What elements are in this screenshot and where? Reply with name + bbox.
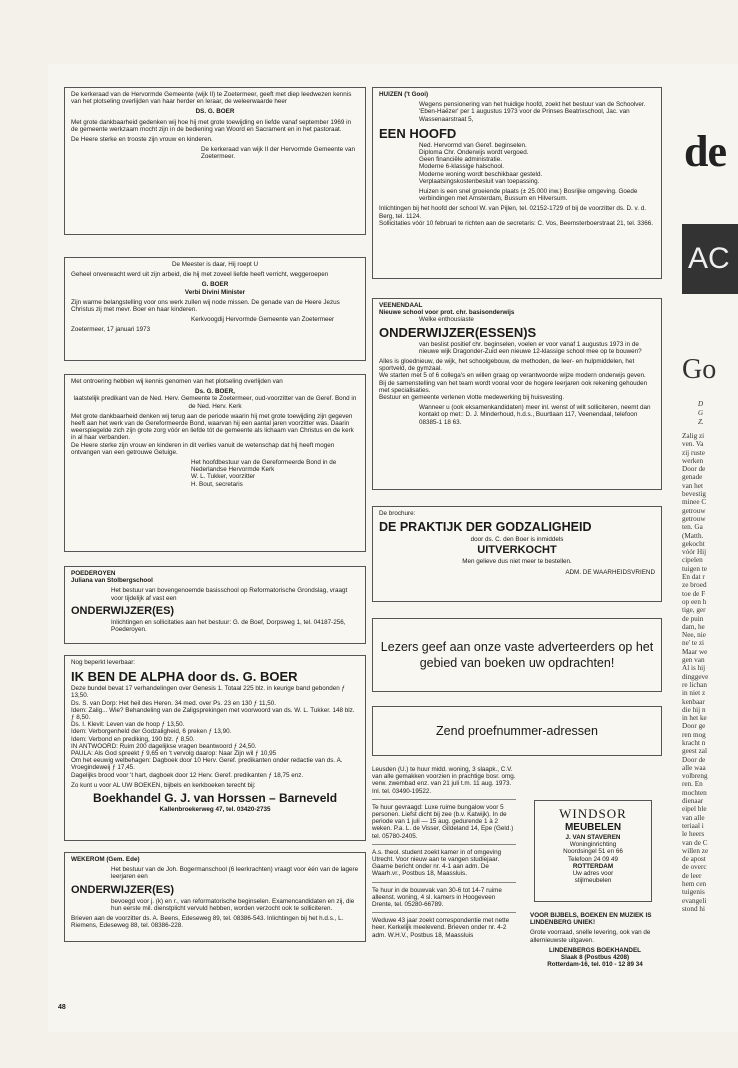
obituary-date: Zoetermeer, 17 januari 1973 — [71, 326, 151, 334]
obituary-signature: Kerkvoogdij Hervormde Gemeente van Zoetermeer — [191, 316, 335, 324]
ad-subtitle: Nieuwe school voor prot. chr. basisonderwijs — [379, 309, 515, 317]
classifieds — [372, 766, 516, 939]
requirement: Ned. Hervormd van Geref. beginselen. — [419, 141, 527, 149]
ad-text: Wegens pensionering van het huidige hoofd, zoekt het bestuur van de Schoolver. 'Eben-Haëzer' per 1 augustus 1973 voor de Prinses Beatrixschool, Jac. van Wassenaarstraat 5, — [419, 101, 646, 123]
ad-text: Inlichtingen en sollicitaties aan het bestuur: G. de Boef, Dorpsweg 1, tel. 04187-256, Poederoyen. — [111, 618, 346, 634]
facing-body-line: ten. Ga — [682, 523, 703, 532]
page-number: 48 — [58, 1004, 66, 1011]
facing-body-line: dienaar — [682, 797, 704, 806]
facing-body-line: de puin — [682, 614, 704, 623]
classified-item: Leusden (U.) te huur midd. woning, 3 slaapk., C.V. van alle gemakken voorzien in prachtige bosr. omg. verw. zwembad enz. van 21 juli t.m. 11 aug. 1973. Inl. tel. 03490-19522. — [372, 766, 516, 795]
divider — [372, 844, 516, 845]
facing-body-line: bevestig — [682, 490, 706, 499]
facing-body-line: stond hi — [682, 904, 705, 913]
book-line: Dagelijks brood voor 't hart, dagboek door 12 Herv. Geref. predikanten ƒ 18,75 enz. — [71, 771, 304, 779]
requirement: Verplaatsingskostenbesluit van toepassing. — [419, 177, 540, 185]
ad-text: Huizen is een snel groeiende plaats (± 25.000 inw.) Bosrijke omgeving. Goede verbindingen met Amsterdam, Bussum en Hilversum. — [419, 188, 638, 203]
ad-title: MEUBELEN — [564, 822, 622, 833]
facing-body-line: zij ruste — [682, 448, 705, 457]
facing-body-line: van alle — [682, 813, 705, 822]
ad-text: Men gelieve dus niet meer te bestellen. — [462, 558, 572, 566]
facing-body-line: hem cen — [682, 880, 707, 889]
sample-text: Zend proefnummer-adressen — [436, 724, 598, 738]
ad-school: Juliana van Stolbergschool — [71, 577, 153, 585]
shop-address: Slaak 8 (Postbus 4208) — [560, 954, 630, 962]
windsor-meubelen-ad — [534, 800, 652, 902]
facing-subtitle — [698, 400, 704, 427]
ad-place: HUIZEN ('t Gooi) — [379, 91, 429, 98]
obituary-meester — [64, 257, 366, 361]
ad-pretext: De brochure: — [379, 510, 416, 517]
facing-body-line: van de C — [682, 838, 708, 847]
facing-body-line: geest zal — [682, 747, 707, 756]
facing-body-line: toe de F — [682, 589, 706, 598]
facing-body-line: op een h — [682, 597, 707, 606]
facing-body-line: mochten — [682, 788, 707, 797]
ad-line: Telefoon 24 09 49 — [567, 855, 619, 863]
ad-place: VEENENDAAL — [379, 302, 423, 309]
ad-text: Het bestuur van de Joh. Bogermanschool (6 leerkrachten) vraagt voor één van de lagere leerjaren een — [111, 866, 359, 881]
obituary-signature: Het hoofdbestuur van de Gereformeerde Bond in de Nederlandse Hervormde Kerk — [191, 459, 337, 474]
requirement: Diploma Chr. Onderwijs wordt vergoed. — [419, 149, 529, 157]
ad-subtitle: Welke enthousiaste — [419, 316, 474, 324]
ad-title: VOOR BIJBELS, BOEKEN EN MUZIEK IS LINDENBERG UNIEK! — [530, 912, 652, 927]
ad-pretext: Nog beperkt leverbaar: — [71, 659, 136, 666]
facing-body-line: tige, ger — [682, 606, 706, 615]
obituary-text: Zijn warme belangstelling voor ons werk zullen wij node missen. De genade van de Heere Jezus Christus zij met mevr. Boer en haar kinderen. — [71, 298, 340, 314]
facing-body-line: alle waa — [682, 763, 706, 772]
obituary-name: G. BOER — [201, 281, 229, 289]
facing-body-line: willen ze — [682, 846, 709, 855]
facing-small-line: G — [698, 409, 704, 417]
book-line: Om het eeuwig welbehagen: Dagboek door 10 Herv. Geref. predikanten onder redactie van ds. A. Vroegindeweij ƒ 17,45. — [71, 757, 343, 772]
obituary-text: Met grote dankbaarheid denken wij terug aan de periode waarin hij met grote toewijding zijn gegeven heeft aan het werk van de Gereformeerde Bond, waarvan hij een aantal jaren voorzitter was. Daarin weerspiegelde zich zijn grote zorg vóór en liefde tót de gemeente als lichaam van Christus en de kerk in al haar verbanden. — [71, 412, 354, 442]
ad-text: Brieven aan de voorzitter ds. A. Beens, Edeseweg 89, tel. 08386-543. Inlichtingen bij het h.d.s., L. Riemens, Edeseweg 88, tel. 08386-228. — [71, 915, 344, 930]
obituary-signature: H. Bout, secretaris — [191, 480, 243, 488]
vacancy-poederoyen — [64, 566, 366, 644]
obituary-text: laatstelijk predikant van de Ned. Herv. Gemeente te Zoetermeer, oud-voorzitter van de Geref. Bond in de Ned. Herv. Kerk — [73, 395, 357, 410]
facing-body-line: vóór Hij — [682, 548, 707, 557]
ad-text: Grote voorraad, snelle levering, ook van de allernieuwste uitgaven. — [530, 929, 651, 944]
ad-line: Noordsingel 51 en 66 — [563, 848, 623, 856]
facing-body-line: teriaal i — [682, 821, 704, 830]
facing-body-line: ze broed — [682, 581, 707, 590]
facing-body-line: En dat r — [682, 573, 705, 582]
requirement: Moderne woning wordt beschikbaar gesteld. — [419, 170, 543, 178]
facing-body-line: le heers — [682, 830, 705, 839]
facing-page — [676, 64, 738, 1032]
facing-body-line: ven. Va — [682, 440, 704, 449]
ad-title: EEN HOOFD — [379, 125, 457, 141]
facing-body-line: volbreng — [682, 772, 708, 781]
shop-name: Boekhandel G. J. van Horssen – Barneveld — [92, 791, 338, 806]
facing-body-line: getrouw — [682, 514, 706, 523]
obituary-geref-bond — [64, 374, 366, 552]
facing-body-line: dam, he — [682, 622, 705, 631]
facing-body-line: kracht n — [682, 738, 706, 747]
facing-body-line: gen van — [682, 656, 705, 665]
classified-item: Te huur in de bouwvak van 30-6 tot 14-7 ruime alleenst. woning, 4 sl. kamers in Hoogeveen Drente, tel. 05280-66789. — [372, 886, 502, 909]
facing-body-line: cipelen — [682, 556, 703, 565]
facing-body-line: getrouw — [682, 506, 706, 515]
obituary-text: De kerkeraad van de Hervormde Gemeente (wijk II) te Zoetermeer, geeft met diep leedwezen kennis van het plotseling overlijden van haar herder en leraar, de weleerwaarde heer — [71, 91, 352, 106]
obituary-text: De Heere sterke zijn vrouw en kinderen in dit verlies vanuit de wetenschap dat hij heeft mogen ontvangen van een getrouwe Getuige. — [71, 441, 335, 456]
book-line: IN ANTWOORD: Ruim 200 dagelijkse vragen beantwoord ƒ 24,50. — [71, 742, 257, 750]
book-line: Deze bundel bevat 17 verhandelingen over Genesis 1. Totaal 225 blz. in keurige band gebonden ƒ 13,50. — [71, 685, 345, 700]
facing-body-line: evangeli — [682, 896, 707, 905]
ad-name: J. VAN STAVEREN — [565, 834, 621, 841]
ad-line: Woninginrichting — [569, 841, 617, 849]
obituary-text: Met grote dankbaarheid gedenken wij hoe hij met grote toewijding en liefde vanaf september 1969 in de gemeente werkzaam mocht zijn in de bediening van Woord en Sacrament en in het pastoraat. — [71, 118, 352, 133]
sample-addresses — [372, 706, 662, 756]
ad-title: ONDERWIJZER(ES) — [71, 604, 175, 617]
brochure-notice — [372, 506, 662, 602]
ad-text: door ds. C. den Boer is inmiddels — [470, 536, 564, 544]
facing-body-line: van het — [682, 481, 703, 490]
advertisers-appeal — [372, 618, 662, 692]
facing-small-line: D — [698, 400, 704, 408]
facing-body-line: werken — [682, 456, 704, 465]
ad-place: WEKEROM (Gem. Ede) — [71, 856, 140, 863]
divider — [372, 912, 516, 913]
obituary-name: Ds. G. BOER, — [195, 388, 235, 396]
book-line: Ds. S. van Dorp: Het heil des Heren. 34 med. over Ps. 23 en 130 ƒ 11,50. — [71, 699, 276, 707]
facing-body-line: de leer — [682, 871, 702, 880]
ad-text: Bestuur en gemeente verlenen vlotte medewerking bij huisvesting. — [379, 394, 565, 402]
vacancy-huizen — [372, 87, 662, 279]
appeal-text: Lezers geef aan onze vaste adverteerders op het gebied van boeken uw opdrachten! — [380, 640, 654, 670]
facing-heading: de — [684, 127, 726, 176]
shop-address: Kallenbroekerweg 47, tel. 03420-2735 — [159, 806, 271, 814]
facing-body-line: in niet z — [682, 689, 706, 698]
ad-text: Bij de samenstelling van het team wordt vooral voor de hogere leerjaren ook rekening gehouden met specialisaties. — [379, 379, 648, 394]
ad-text: bevoegd voor j. (k) en r., van reformatorische beginselen. Examencandidaten en zij, die hun eerste mil. dienstplicht vervuld hebben, worden verzocht ook te solliciteren. — [111, 897, 355, 912]
facing-title: Go — [682, 354, 717, 385]
facing-body-line: minee C — [682, 498, 707, 507]
divider — [372, 882, 516, 883]
ad-text: Sollicitaties vóór 10 februari te richten aan de secretaris: C. Vos, Beemsterboerstraat 21, tel. 3366. — [379, 219, 654, 227]
ad-text: Alles is gloednieuw, de wijk, het schoolgebouw, de methoden, de leer- en hulpmiddelen, het sportveld, de gymzaal. — [379, 358, 635, 373]
ad-text: Inlichtingen bij het hoofd der school W. van Pijlen, tel. 02152-1729 of bij de voorzitter ds. D. v. d. Berg, tel. 1124. — [379, 205, 646, 220]
book-line: Idem: Verbond en prediking, 190 blz. ƒ 8,50. — [71, 735, 195, 743]
obituary-kerkeraad — [64, 87, 366, 235]
facing-body-line: Maar we — [682, 647, 708, 656]
facing-body-line: dinggeve — [682, 672, 709, 681]
facing-body-line: Nee, nie — [682, 631, 706, 640]
windsor-logo: WINDSOR — [559, 806, 627, 821]
book-line: Idem: Zalig... Wie? Behandeling van de Zaligsprekingen met voorwoord van ds. W. L. Tukker. 148 blz. ƒ 8,50. — [71, 706, 355, 722]
facing-small-line: Z. — [698, 418, 704, 426]
ad-text: Het bestuur van bovengenoemde basisschool op Reformatorische Grondslag, vraagt voor tijdelijk af vast een — [111, 587, 348, 602]
facing-body-line: die hij n — [682, 705, 706, 714]
obituary-text: De Heere sterke en trooste zijn vrouw en kinderen. — [71, 136, 213, 144]
divider — [372, 799, 516, 800]
ad-title: DE PRAKTIJK DER GODZALIGHEID — [379, 520, 592, 535]
facing-body-text — [682, 432, 738, 913]
classified-item: Te huur gevraagd: Luxe ruime bungalow voor 5 personen. Liefst dicht bij zee (b.v. Katwijk). In de periode van 1 juli — 15 aug. gedurende 1 à 2 weken. P.a. L. de Visser, Gildeland 14, Epe (Geld.) tel. 05780-2405. — [372, 803, 514, 840]
book-line: PAULA: Als God spreekt ƒ 9,65 en 't vervolg daarop: Naar Zijn wil ƒ 10,95 — [71, 750, 277, 758]
ad-title: ONDERWIJZER(ES) — [71, 883, 175, 896]
facing-body-line: Door ge — [682, 722, 706, 731]
vacancy-veenendaal — [372, 298, 662, 490]
facing-body-line: ren. En — [682, 780, 703, 789]
ad-city: ROTTERDAM — [572, 862, 614, 870]
sold-out-label: UITVERKOCHT — [477, 544, 557, 557]
lindenberg-ad — [530, 912, 660, 968]
ad-text: We starten met 5 of 6 collega's en willen graag op verantwoorde wijze modern onderwijs geven. — [379, 372, 646, 380]
ad-title: ONDERWIJZER(ESSEN)S — [379, 324, 537, 340]
facing-body-line: (Matth. — [682, 531, 704, 540]
book-line: Zo kunt u voor AL UW BOEKEN, bijbels en kerkboeken terecht bij: — [71, 781, 256, 789]
facing-body-line: re lichan — [682, 680, 707, 689]
facing-body-line: gekocht — [682, 539, 705, 548]
obituary-text: Met ontroering hebben wij kennis genomen van het plotseling overlijden van — [71, 378, 283, 385]
facing-body-line: Door de — [682, 755, 706, 764]
facing-body-line: tuigenis — [682, 888, 705, 897]
book-line: Idem: Verborgenheld der Godzaligheid, 6 preken ƒ 13,90. — [71, 728, 232, 736]
ad-title: IK BEN DE ALPHA door ds. G. BOER — [71, 669, 298, 685]
facing-body-line: eipel ble — [682, 805, 707, 814]
obituary-name: DS. G. BOER — [195, 108, 235, 116]
requirement: Moderne 6-klassige halschool. — [419, 163, 505, 171]
requirement: Geen financiële administratie. — [419, 156, 502, 164]
facing-body-line: Al is hij — [682, 664, 706, 673]
ad-line: stijlmeubelen — [574, 877, 612, 885]
obituary-signature: De kerkeraad van wijk II der Hervormde Gemeente van Zoetermeer. — [201, 146, 355, 161]
facing-body-line: Door de — [682, 465, 706, 474]
facing-body-line: Zalig zi — [682, 432, 705, 440]
facing-body-line: tuigen te — [682, 564, 707, 573]
facing-body-line: genade — [682, 473, 703, 482]
vacancy-wekerom — [64, 852, 366, 942]
ad-signature: ADM. DE WAARHEIDSVRIEND — [565, 568, 655, 576]
classified-item: Weduwe 43 jaar zoekt correspondentie met nette heer. Kerkelijk meelevend. Brieven onder nr. 4-2 adm. W.H.V., Postbus 18, Maassluis — [372, 917, 510, 939]
shop-address: Rotterdam-16, tel. 010 - 12 89 34 — [547, 961, 643, 969]
classified-item: A.s. theol. student zoekt kamer in of omgeving Utrecht. Voor nieuw aan te vangen studiejaar. Gaarne bericht onder nr. 4-1 aan adm. De Waarh.vr., Postbus 18, Maassluis. — [372, 848, 502, 878]
facing-body-line: kenbaar — [682, 697, 705, 706]
facing-banner: AC — [682, 224, 738, 294]
obituary-signature: W. L. Tukker, voorzitter — [191, 473, 256, 481]
obituary-heading: De Meester is daar, Hij roept U — [171, 261, 259, 268]
book-line: Ds. I. Klevit: Leven van de hoop ƒ 13,50. — [71, 721, 185, 729]
facing-body-line: in het ke — [682, 714, 707, 723]
facing-body-line: de apost — [682, 855, 706, 864]
obituary-text: Geheel onverwacht werd uit zijn arbeid, die hij met zoveel liefde heeft verricht, weggeroepen — [71, 271, 329, 279]
book-ad-alpha — [64, 655, 366, 841]
shop-name: LINDENBERGS BOEKHANDEL — [548, 946, 641, 954]
facing-body-line: de overc — [682, 863, 707, 872]
obituary-title: Verbi Divini Minister — [184, 288, 246, 296]
facing-body-line: ne' te zi — [682, 639, 705, 648]
ad-text: van beslist positief chr. beginselen, voelen er voor vanaf 1 augustus 1973 in de nieuwe wijk Dragonder-Zuid een nieuwe 12-klassige school mee op te bouwen? — [419, 340, 642, 355]
ad-place: POEDEROYEN — [71, 570, 116, 577]
ad-text: Wanneer u (ook eksamenkandidaten) meer inl. wenst of wilt solliciteren, neemt dan kontakt op met:: D. J. Minderhoud, h.d.s., Buurtlaan 117, Veenendaal, telefoon 08385-1 18 63. — [419, 404, 651, 426]
ad-line: Uw adres voor — [572, 870, 614, 878]
facing-body-line: ren mog — [682, 730, 706, 739]
